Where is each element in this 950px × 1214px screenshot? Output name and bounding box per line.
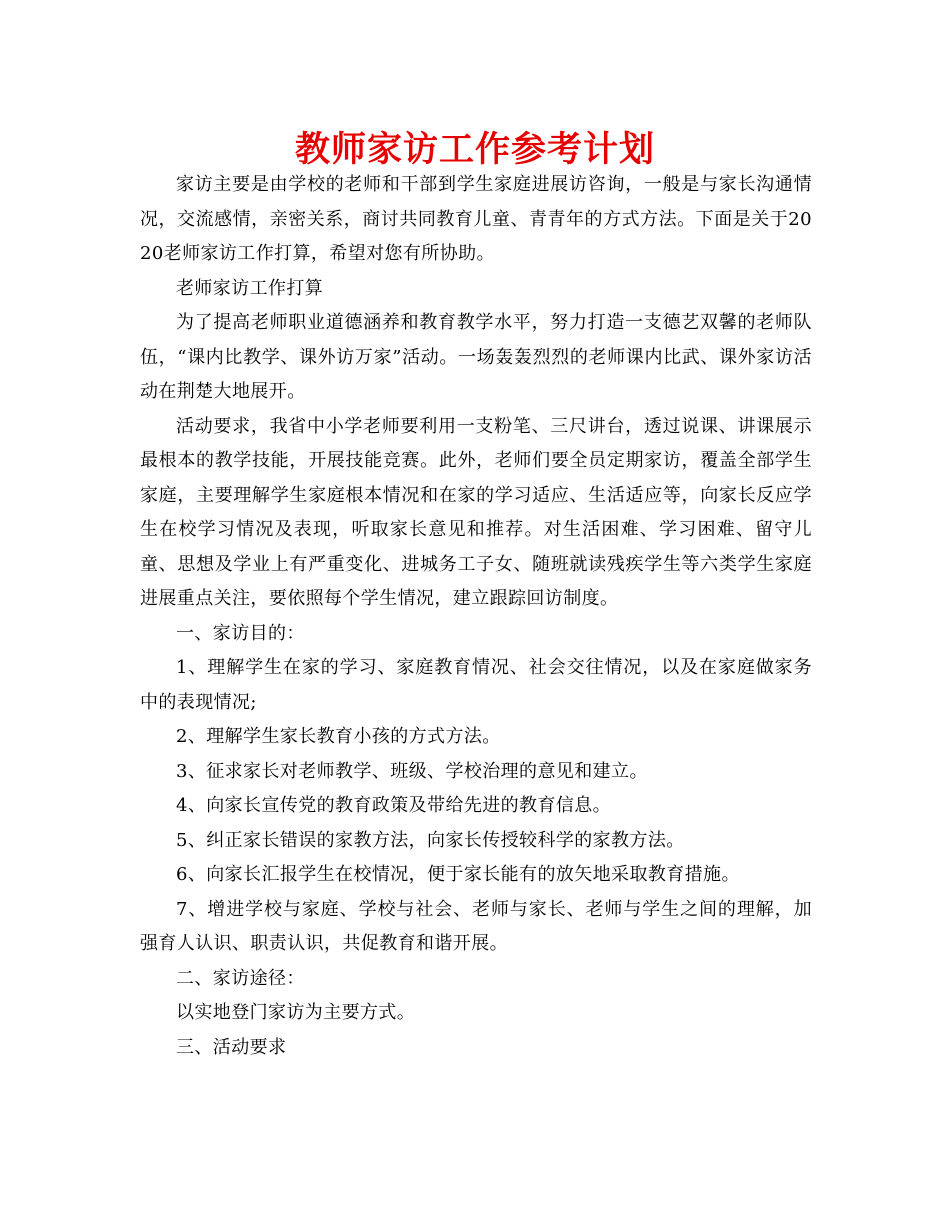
list-item-purpose-4: 4、向家长宣传党的教育政策及带给先进的教育信息。 [176, 795, 612, 816]
list-item-purpose-7: 7、增进学校与家庭、学校与社会、老师与家长、老师与学生之间的理解，加强育人认识、职责认识，共促教育和谐开展。 [140, 898, 812, 954]
paragraph-approach: 以实地登门家访为主要方式。 [176, 1002, 416, 1023]
list-item-purpose-1: 1、理解学生在家的学习、家庭教育情况、社会交往情况，以及在家庭做家务中的表现情况; [140, 657, 812, 713]
list-item-purpose-6: 6、向家长汇报学生在校情况，便于家长能有的放矢地采取教育措施。 [176, 864, 740, 885]
list-item-purpose-3: 3、征求家长对老师教学、班级、学校治理的意见和建立。 [176, 760, 648, 782]
list-item-purpose-5: 5、纠正家长错误的家教方法，向家长传授较科学的家教方法。 [176, 829, 685, 851]
section-heading-approach: 二、家访途径： [176, 967, 305, 989]
section-heading-purpose: 一、家访目的： [176, 622, 305, 644]
document-body [140, 168, 812, 1065]
paragraph-intro: 家访主要是由学校的老师和干部到学生家庭进展访咨询，一般是与家长沟通情况，交流感情，亲密关系，商讨共同教育儿童、青青年的方式方法。下面是关于2020老师家访工作打算，希望对您有所协助。 [140, 174, 812, 264]
section-heading-activity-requirements: 三、活动要求 [176, 1036, 287, 1058]
document-title: 教师家访工作参考计划 [294, 129, 655, 170]
paragraph-requirements: 活动要求，我省中小学老师要利用一支粉笔、三尺讲台，透过说课、讲课展示最根本的教学技能，开展技能竞赛。此外，老师们要全员定期家访，覆盖全部学生家庭，主要理解学生家庭根本情况和在家的学习适应、生活适应等，向家长反应学生在校学习情况及表现，听取家长意见和推荐。对生活困难、学习困难、留守儿童、思想及学业上有严重变化、进城务工子女、随班就读残疾学生等六类学生家庭进展重点关注，要依照每个学生情况，建立跟踪回访制度。 [140, 415, 812, 609]
paragraph-subtitle: 老师家访工作打算 [176, 277, 324, 299]
list-item-purpose-2: 2、理解学生家长教育小孩的方式方法。 [176, 726, 501, 747]
paragraph-background: 为了提高老师职业道德涵养和教育教学水平，努力打造一支德艺双馨的老师队伍，“课内比教学、课外访万家”活动。一场轰轰烈烈的老师课内比武、课外家访活动在荆楚大地展开。 [140, 312, 812, 402]
